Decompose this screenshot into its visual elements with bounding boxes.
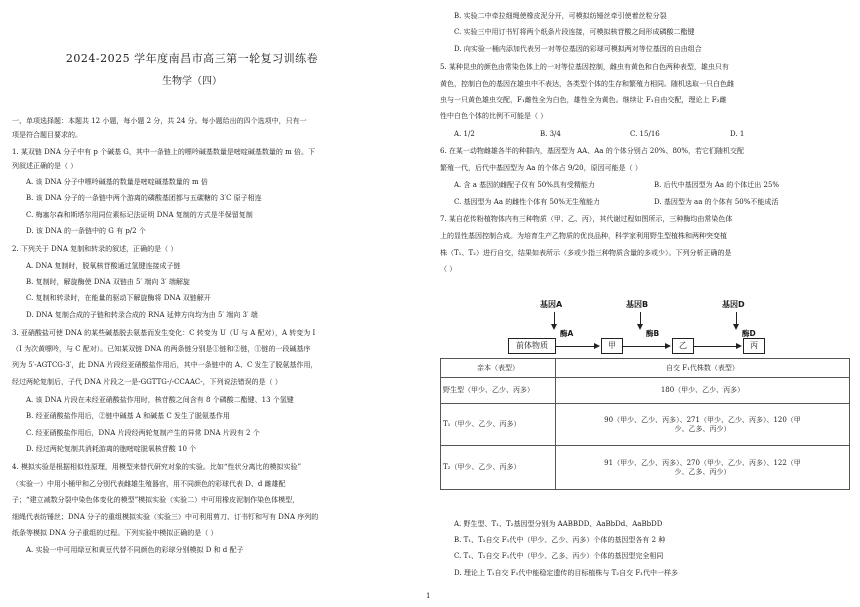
- q4-option-a: A. 实验一中可用绿豆和黄豆代替不同颜色的彩球分别模拟 D 和 d 配子: [26, 546, 244, 554]
- text-line: （ ）: [440, 265, 457, 273]
- text-line: 繁殖一代，后代中基因型为 Aa 的个体占 9/20，原因可能是（ ）: [440, 164, 642, 172]
- q1-option-d: D. 该 DNA 的一条链中的 G 有 p/2 个: [26, 227, 146, 235]
- q2-option-b: B. 复制时，解旋酶使 DNA 双链由 5′ 端向 3′ 端解旋: [26, 278, 190, 286]
- text-line: 株（T₁、T₂）进行自交，结果如表所示（多或少指三种物质含量的多或少）。下列分析正确的是: [440, 249, 732, 257]
- enzyme-a-label: 酶A: [560, 329, 574, 338]
- question-7: 7. 某自花传粉植物体内有三种物质（甲、乙、丙），其代谢过程如图所示，三种酶均由常染色体: [440, 215, 733, 223]
- q5-option-a: A. 1/2: [454, 130, 475, 138]
- question-6: 6. 在某一动物雌雄各半的种群内，基因型为 AA、Aa 的个体分别占 20%、80%，若它们随机交配: [440, 147, 745, 155]
- offspring-line: 91（甲少、乙少、丙多）、270（甲少、乙少、丙多）、122（甲: [604, 458, 801, 467]
- table-cell-parent: T₂（甲少、乙少、丙多）: [441, 446, 556, 490]
- q7-option-b: B. T₁、T₂自交 F₁代中（甲少、乙少、丙多）个体的基因型各有 2 种: [454, 536, 666, 544]
- pathway-diagram: [440, 300, 850, 360]
- q4-option-c: C. 实验三中用订书钉将两个纸条片段连接，可模拟核苷酸之间形成磷酸二酯键: [454, 28, 695, 36]
- table-header: 自交 F₁代株数（表型）: [556, 359, 850, 378]
- q6-option-a: A. 含 a 基因的雌配子仅有 50%具有受精能力: [454, 181, 595, 189]
- text-line: （实验一）中用小桶甲和乙分别代表雌雄生殖器官，用不同颜色的彩球代表 D、d 雌雄配: [12, 480, 286, 488]
- question-4: 4. 模拟实验是根据相似性原理，用模型来替代研究对象的实验。比如“性状分离比的模拟实验”: [12, 463, 302, 471]
- q6-option-d: D. 基因型为 aa 的个体有 50%不能成活: [654, 198, 779, 206]
- q7-option-a: A. 野生型、T₁、T₂基因型分别为 AABBDD、AaBbDd、AaBbDD: [454, 520, 663, 528]
- q6-option-c: C. 基因型为 Aa 的雌性个体有 50%无生殖能力: [454, 198, 601, 206]
- text-line: 经过两轮复制后，子代 DNA 片段之一是-GGTTG-/-CCAAC-，下列说法错误的是（ ）: [12, 378, 282, 386]
- gene-b-label: 基因B: [626, 300, 649, 309]
- results-table: [440, 358, 850, 490]
- table-cell-parent: 野生型（甲少、乙少、丙多）: [441, 378, 556, 404]
- text-line: 项是符合题目要求的。: [12, 131, 82, 139]
- text-line: 纸条等模拟 DNA 分子重组的过程。下列实验中模拟正确的是（ ）: [12, 529, 218, 537]
- text-line: 细绳代表纺锤丝；DNA 分子的重组模拟实验（实验三）中可利用剪刀、订书钉和写有 DNA 序列的: [12, 513, 319, 521]
- enzyme-b-label: 酶B: [646, 329, 660, 338]
- offspring-line: 90（甲少、乙少、丙多）、271（甲少、乙少、丙多）、120（甲: [604, 415, 801, 424]
- table-row: [441, 404, 850, 446]
- q3-option-c: C. 经亚硝酸盐作用后，DNA 片段经两轮复制产生的异常 DNA 片段有 2 个: [26, 429, 260, 437]
- node-yi: 乙: [672, 338, 694, 354]
- table-header: 亲本（表型）: [441, 359, 556, 378]
- text-line: （I 为次黄嘌呤，与 C 配对）。已知某双链 DNA 的两条链分别是①链和②链，①链的一段碱基序: [12, 345, 311, 353]
- node-bing: 丙: [743, 338, 765, 354]
- q3-option-b: B. 经亚硝酸盐作用后，②链中碱基 A 和碱基 C 发生了脱氨基作用: [26, 412, 230, 420]
- q4-option-b: B. 实验二中牵拉细绳使橡皮泥分开，可模拟纺锤丝牵引使着丝粒分裂: [454, 12, 667, 20]
- table-header-row: [441, 359, 850, 378]
- gene-d-label: 基因D: [722, 300, 745, 309]
- question-3: 3. 亚硝酸盐可使 DNA 的某些碱基脱去氨基而发生变化：C 转变为 U（U 与 A 配对），A 转变为 I: [12, 329, 316, 337]
- enzyme-d-label: 酶D: [742, 329, 756, 338]
- table-cell-parent: T₁（甲少、乙少、丙多）: [441, 404, 556, 446]
- table-row: [441, 446, 850, 490]
- node-precursor: 前体物质: [508, 338, 556, 354]
- gene-a-label: 基因A: [540, 300, 563, 309]
- node-jia: 甲: [601, 338, 623, 354]
- text-line: 子；“建立减数分裂中染色体变化的模型”模拟实验（实验二）中可用橡皮泥制作染色体模型，: [12, 496, 300, 504]
- q5-option-c: C. 15/16: [630, 130, 660, 138]
- q2-option-d: D. DNA 复制合成的子链和转录合成的 RNA 延伸方向均为由 5′ 端向 3′ 端: [26, 311, 258, 319]
- q5-option-d: D. 1: [730, 130, 745, 138]
- text-line: 性中白色个体的比例不可能是（ ）: [440, 112, 548, 120]
- table-cell-offspring: [556, 446, 850, 490]
- table-row: [441, 378, 850, 404]
- text-line: 虫与一只黄色雄虫交配，F₁雌性全为白色，雄性全为黄色。继续让 F₁自由交配，理论上 F₂雌: [440, 96, 727, 104]
- text-line: 黄色，控制白色的基因在雄虫中不表达，各类型个体的生存和繁殖力相同。随机选取一只白色雌: [440, 80, 734, 88]
- question-1: 1. 某双链 DNA 分子中有 p 个碱基 G，其中一条链上的嘌呤碱基数量是嘧啶碱基数量的 m 倍。下: [12, 148, 315, 156]
- q2-option-c: C. 复制和转录时，在能量的驱动下解旋酶将 DNA 双链解开: [26, 294, 211, 302]
- table-cell-offspring: 180（甲少、乙少、丙多）: [556, 378, 850, 404]
- q7-option-c: C. T₁、T₂自交 F₁代中（甲少、乙多、丙少）个体的基因型完全相同: [454, 552, 664, 560]
- question-5: 5. 某种昆虫的颜色由常染色体上的一对等位基因控制，雌虫有黄色和白色两种表型，雄虫只有: [440, 63, 729, 71]
- text-line: 列叙述正确的是（ ）: [12, 162, 78, 170]
- q2-option-a: A. DNA 复制时，脱氧核苷酸通过氢键连接成子链: [26, 262, 181, 270]
- q1-option-b: B. 该 DNA 分子的一条链中两个游离的磷酸基团都与五碳糖的 3′C 原子相连: [26, 194, 262, 202]
- q6-option-b: B. 后代中基因型为 Aa 的个体迁出 25%: [654, 181, 780, 189]
- text-line: 列为 5′-AGTCG-3′，此 DNA 片段经亚硝酸盐作用后，其中一条链中的 A、C 发生了脱氨基作用，: [12, 361, 318, 369]
- text-line: 上的显性基因控制合成。为培育生产乙物质的优良品种，科学家利用野生型植株和两种突变植: [440, 232, 727, 240]
- section-heading: 一、单项选择题：本题共 12 小题，每小题 2 分，共 24 分。每小题给出的四个选项中，只有一: [12, 117, 307, 125]
- question-2: 2. 下列关于 DNA 复制和转录的叙述，正确的是（ ）: [12, 245, 178, 253]
- q1-option-a: A. 该 DNA 分子中嘌呤碱基的数量是嘧啶碱基数量的 m 倍: [26, 178, 208, 186]
- q3-option-a: A. 该 DNA 片段在未经亚硝酸盐作用时，核苷酸之间含有 8 个磷酸二酯键、13 个氢键: [26, 396, 294, 404]
- table-cell-offspring: [556, 404, 850, 446]
- q7-option-d: D. 理论上 T₁自交 F₁代中能稳定遗传的目标植株与 T₂自交 F₁代中一样多: [454, 569, 678, 577]
- offspring-line: 少、乙多、丙少）: [674, 424, 731, 433]
- offspring-line: 少、乙多、丙少）: [674, 467, 731, 476]
- q3-option-d: D. 经过两轮复制共消耗游离的胞嘧啶脱氧核苷酸 10 个: [26, 445, 197, 453]
- page-title: 2024-2025 学年度南昌市高三第一轮复习训练卷: [65, 52, 319, 65]
- q4-option-d: D. 向实验一桶内添加代表另一对等位基因的彩球可模拟两对等位基因的自由组合: [454, 45, 702, 53]
- page-number: 1: [426, 592, 431, 600]
- q5-option-b: B. 3/4: [540, 130, 561, 138]
- q1-option-c: C. 梅塞尔森和斯塔尔用同位素标记法证明 DNA 复制的方式是半保留复制: [26, 211, 253, 219]
- page-subtitle: 生物学（四）: [162, 76, 222, 87]
